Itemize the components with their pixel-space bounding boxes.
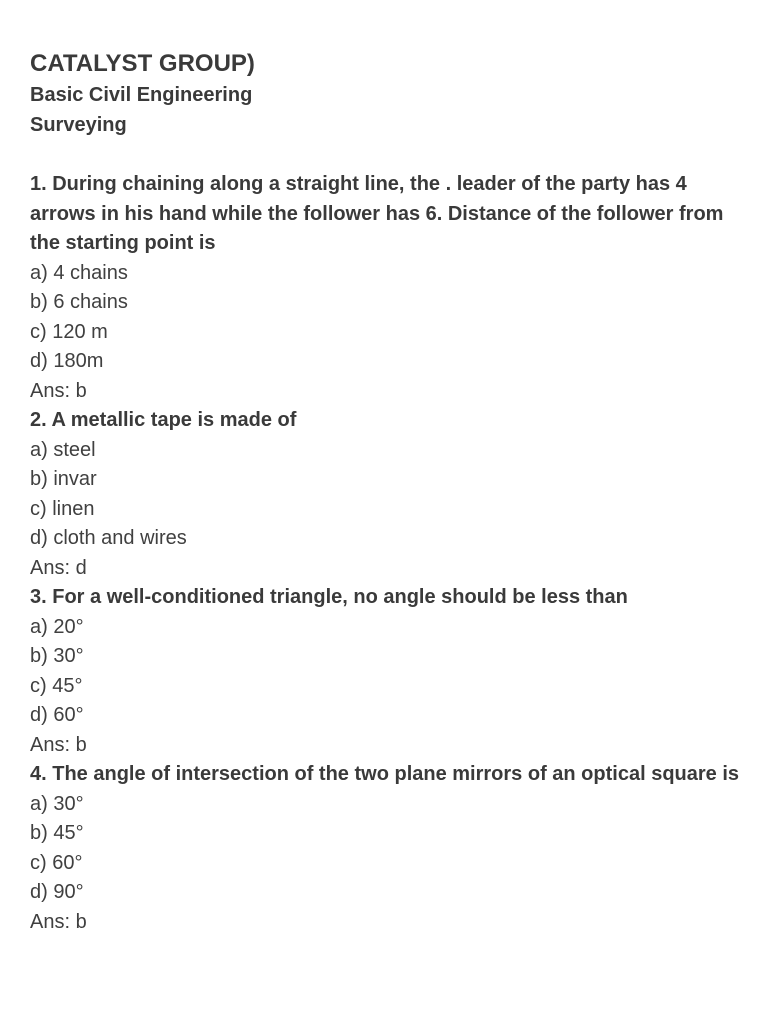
option-b: b) 30° [30,645,84,667]
document-page [30,47,740,937]
option-d: d) cloth and wires [30,527,187,549]
question-text: 3. For a well-conditioned triangle, no angle should be less than [30,586,628,608]
document-title: CATALYST GROUP) [30,50,255,77]
question-text: 4. The angle of intersection of the two plane mirrors of an optical square is [30,763,740,785]
option-d: d) 180m [30,350,104,372]
question-block [30,406,740,583]
subject-heading: Basic Civil Engineering [30,84,253,106]
question-text: 2. A metallic tape is made of [30,409,297,431]
question-block [30,583,740,760]
option-a: a) 4 chains [30,261,128,284]
answer: Ans: d [30,556,87,579]
option-b: b) 45° [30,822,84,844]
option-d: d) 90° [30,881,84,903]
answer: Ans: b [30,910,87,933]
option-a: a) 20° [30,615,84,638]
option-a: a) 30° [30,792,84,815]
option-a: a) steel [30,438,96,461]
answer: Ans: b [30,379,87,402]
option-b: b) 6 chains [30,291,128,313]
question-block [30,170,740,406]
question-block [30,760,740,937]
option-c: c) 120 m [30,320,108,343]
topic-heading: Surveying [30,113,127,136]
answer: Ans: b [30,733,87,756]
question-text: 1. During chaining along a straight line, the . leader of the party has 4 arrows in his hand while the follower has 6. Distance of the follower from the starting point is [30,173,724,254]
spacer [30,140,740,170]
option-c: c) 45° [30,674,83,697]
option-d: d) 60° [30,704,84,726]
option-b: b) invar [30,468,97,490]
option-c: c) 60° [30,851,83,874]
option-c: c) linen [30,497,95,520]
